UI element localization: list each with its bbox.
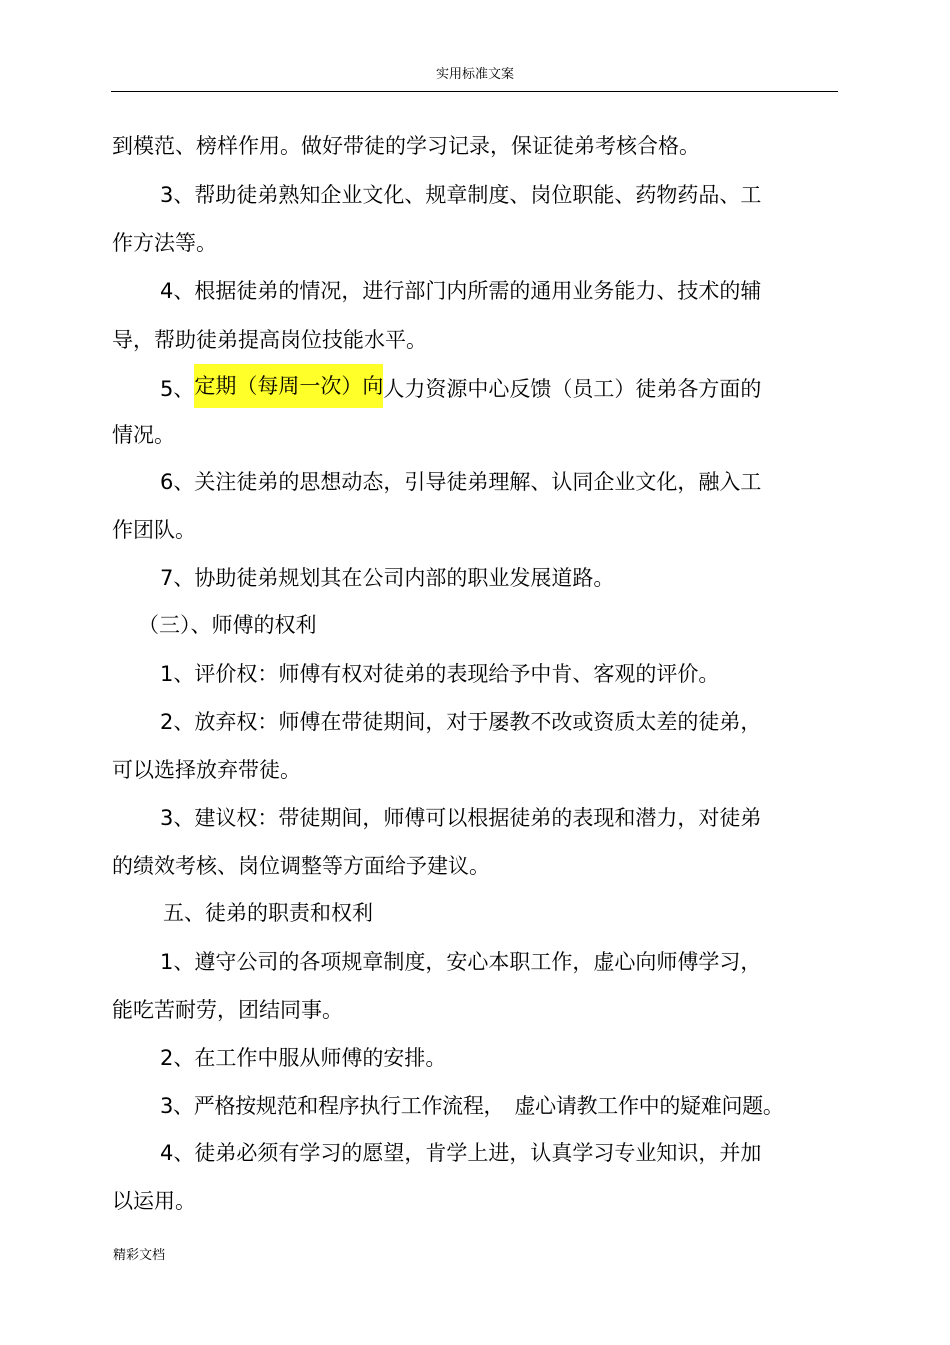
body-line-16: 的绩效考核、岗位调整等方面给予建议。: [112, 854, 490, 878]
body-line-12: 1、评价权：师傅有权对徒弟的表现给予中肯、客观的评价。: [160, 662, 720, 686]
body-line-6: [160, 372, 761, 400]
body-line-20: 2、在工作中服从师傅的安排。: [160, 1046, 447, 1070]
body-line-18: 1、遵守公司的各项规章制度，安心本职工作，虚心向师傅学习，: [160, 950, 762, 974]
body-line-2: 3、帮助徒弟熟知企业文化、规章制度、岗位职能、药物药品、工: [160, 183, 762, 207]
body-line-4: 4、根据徒弟的情况，进行部门内所需的通用业务能力、技术的辅: [160, 279, 762, 303]
body-line-14: 可以选择放弃带徒。: [112, 758, 301, 782]
body-line-10: 7、协助徒弟规划其在公司内部的职业发展道路。: [160, 566, 615, 590]
page-footer-label: 精彩文档: [113, 1248, 166, 1263]
body-line-22: 4、徒弟必须有学习的愿望，肯学上进，认真学习专业知识，并加: [160, 1141, 762, 1165]
page-header-title: 实用标准文案: [435, 67, 514, 82]
section-heading-master-rights: （三）、师傅的权利: [138, 613, 317, 637]
body-line-15: 3、建议权：带徒期间，师傅可以根据徒弟的表现和潜力，对徒弟: [160, 806, 762, 830]
body-line-23: 以运用。: [112, 1189, 196, 1213]
line-6-prefix: 5、: [160, 377, 195, 401]
body-line-8: 6、关注徒弟的思想动态，引导徒弟理解、认同企业文化，融入工: [160, 470, 762, 494]
body-line-1: 到模范、榜样作用。做好带徒的学习记录，保证徒弟考核合格。: [112, 134, 700, 158]
body-line-13: 2、放弃权：师傅在带徒期间，对于屡教不改或资质太差的徒弟，: [160, 710, 762, 734]
section-heading-apprentice: 五、徒弟的职责和权利: [163, 901, 373, 925]
line-6-rest: 人力资源中心反馈（员工）徒弟各方面的: [383, 377, 762, 401]
header-rule: [111, 91, 838, 92]
body-line-7: 情况。: [112, 423, 175, 447]
body-line-5: 导，帮助徒弟提高岗位技能水平。: [112, 328, 427, 352]
highlighted-text: 定期（每周一次）向: [194, 364, 383, 408]
body-line-3: 作方法等。: [112, 231, 217, 255]
body-line-21: 3、严格按规范和程序执行工作流程， 虚心请教工作中的疑难问题。: [160, 1094, 784, 1118]
body-line-9: 作团队。: [112, 518, 196, 542]
body-line-19: 能吃苦耐劳，团结同事。: [112, 998, 343, 1022]
